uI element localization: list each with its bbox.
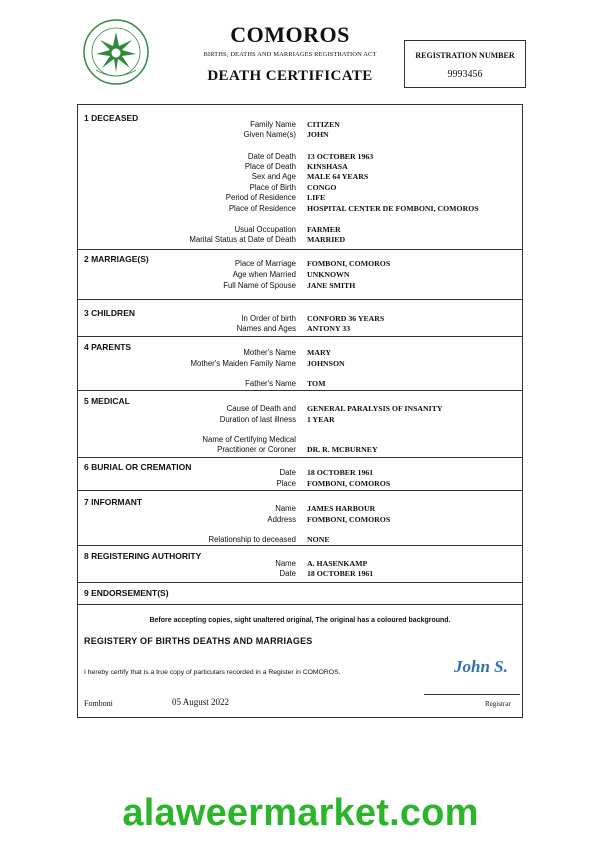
field-label: Given Name(s) <box>243 130 296 139</box>
field-label: Date <box>279 468 296 477</box>
field-label: Usual Occupation <box>234 225 296 234</box>
comoros-seal-logo <box>82 18 150 86</box>
field-label: Place <box>276 479 296 488</box>
field-value: MARY <box>307 348 331 357</box>
section-registering-authority <box>78 546 522 583</box>
section-informant <box>78 491 522 546</box>
field-label: Mother's Name <box>243 348 296 357</box>
field-label: Name of Certifying Medical <box>202 435 296 444</box>
document-header <box>180 22 400 85</box>
issue-place: Fomboni <box>84 699 113 708</box>
section-title: 2 MARRIAGE(S) <box>84 254 149 264</box>
country-title: COMOROS <box>230 22 350 47</box>
field-value: CONFORD 36 YEARS <box>307 314 385 323</box>
certification-statement: I hereby certify that is a true copy of particulars recorded in a Register in COMOROS. <box>84 669 341 676</box>
section-endorsement <box>78 583 522 605</box>
field-value: FARMER <box>307 225 341 234</box>
section-children <box>78 300 522 337</box>
act-subtitle: BIRTHS, DEATHS AND MARRIAGES REGISTRATION ACT <box>203 51 377 58</box>
section-medical <box>78 391 522 458</box>
field-label: Father's Name <box>245 379 296 388</box>
field-value: A. HASENKAMP <box>307 559 368 568</box>
section-title: 6 BURIAL OR CREMATION <box>84 462 192 472</box>
registrar-label: Registrar <box>485 700 511 708</box>
field-value: CONGO <box>307 183 337 192</box>
field-value: ANTONY 33 <box>307 324 351 333</box>
field-label: Place of Residence <box>228 204 296 213</box>
issue-date: 05 August 2022 <box>172 697 230 707</box>
section-title: 3 CHILDREN <box>84 308 136 318</box>
field-label: Date <box>279 569 296 578</box>
field-value: 18 OCTOBER 1961 <box>307 569 374 578</box>
document-title: DEATH CERTIFICATE <box>207 68 373 84</box>
field-label: Names and Ages <box>236 324 296 333</box>
registration-number: 9993456 <box>447 69 483 80</box>
field-value: MALE 64 YEARS <box>307 172 369 181</box>
field-label: Name <box>275 504 296 513</box>
section-deceased <box>78 105 522 250</box>
field-value: NONE <box>307 535 330 544</box>
field-label: Place of Death <box>244 162 296 171</box>
section-title: 9 ENDORSEMENT(S) <box>84 588 169 598</box>
field-value: FOMBONI, COMOROS <box>307 259 391 268</box>
field-label: Place of Marriage <box>234 259 296 268</box>
field-label: Place of Birth <box>249 183 296 192</box>
field-value: UNKNOWN <box>307 270 350 279</box>
field-label: Age when Married <box>232 270 296 279</box>
field-value: 13 OCTOBER 1963 <box>307 152 374 161</box>
watermark-text: alaweermarket.com <box>122 792 479 834</box>
section-title: 5 MEDICAL <box>84 396 130 406</box>
field-value: 1 YEAR <box>307 415 335 424</box>
field-value: MARRIED <box>307 235 346 244</box>
section-parents <box>78 337 522 391</box>
field-label: In Order of birth <box>241 314 296 323</box>
section-title: 4 PARENTS <box>84 342 132 352</box>
section-title: 1 DECEASED <box>84 113 139 123</box>
registry-heading: REGISTERY OF BIRTHS DEATHS AND MARRIAGES <box>84 636 313 646</box>
field-value: CITIZEN <box>307 120 340 129</box>
section-marriage <box>78 250 522 300</box>
field-value: JAMES HARBOUR <box>307 504 376 513</box>
field-value: FOMBONI, COMOROS <box>307 479 391 488</box>
registration-label: REGISTRATION NUMBER <box>415 51 515 60</box>
field-value: JOHN <box>307 130 329 139</box>
field-label: Address <box>267 515 296 524</box>
field-value: DR. R. MCBURNEY <box>307 445 378 454</box>
field-value: JANE SMITH <box>307 281 356 290</box>
section-title: 8 REGISTERING AUTHORITY <box>84 551 202 561</box>
field-value: HOSPITAL CENTER DE FOMBONI, COMOROS <box>307 204 479 213</box>
field-label: Sex and Age <box>251 172 296 181</box>
field-label: Relationship to deceased <box>208 535 296 544</box>
registration-box <box>404 40 526 88</box>
field-label: Full Name of Spouse <box>223 281 296 290</box>
original-notice: Before accepting copies, sight unaltered original, The original has a coloured background. <box>149 617 451 624</box>
field-label: Marital Status at Date of Death <box>189 235 296 244</box>
certificate-frame <box>77 104 523 718</box>
field-value: GENERAL PARALYSIS OF INSANITY <box>307 404 443 413</box>
field-label: Practitioner or Coroner <box>217 445 296 454</box>
field-value: LIFE <box>307 193 326 202</box>
field-label: Name <box>275 559 296 568</box>
section-burial <box>78 458 522 491</box>
field-value: JOHNSON <box>307 359 345 368</box>
registrar-signature: John S. <box>454 657 508 676</box>
field-label: Duration of last illness <box>219 415 296 424</box>
field-label: Family Name <box>250 120 296 129</box>
signature-line <box>424 694 520 695</box>
field-label: Mother's Maiden Family Name <box>190 359 296 368</box>
field-value: FOMBONI, COMOROS <box>307 515 391 524</box>
field-label: Period of Residence <box>225 193 296 202</box>
field-value: TOM <box>307 379 326 388</box>
field-label: Date of Death <box>247 152 296 161</box>
field-value: KINSHASA <box>307 162 348 171</box>
field-value: 18 OCTOBER 1961 <box>307 468 374 477</box>
field-label: Cause of Death and <box>226 404 296 413</box>
section-title: 7 INFORMANT <box>84 497 143 507</box>
